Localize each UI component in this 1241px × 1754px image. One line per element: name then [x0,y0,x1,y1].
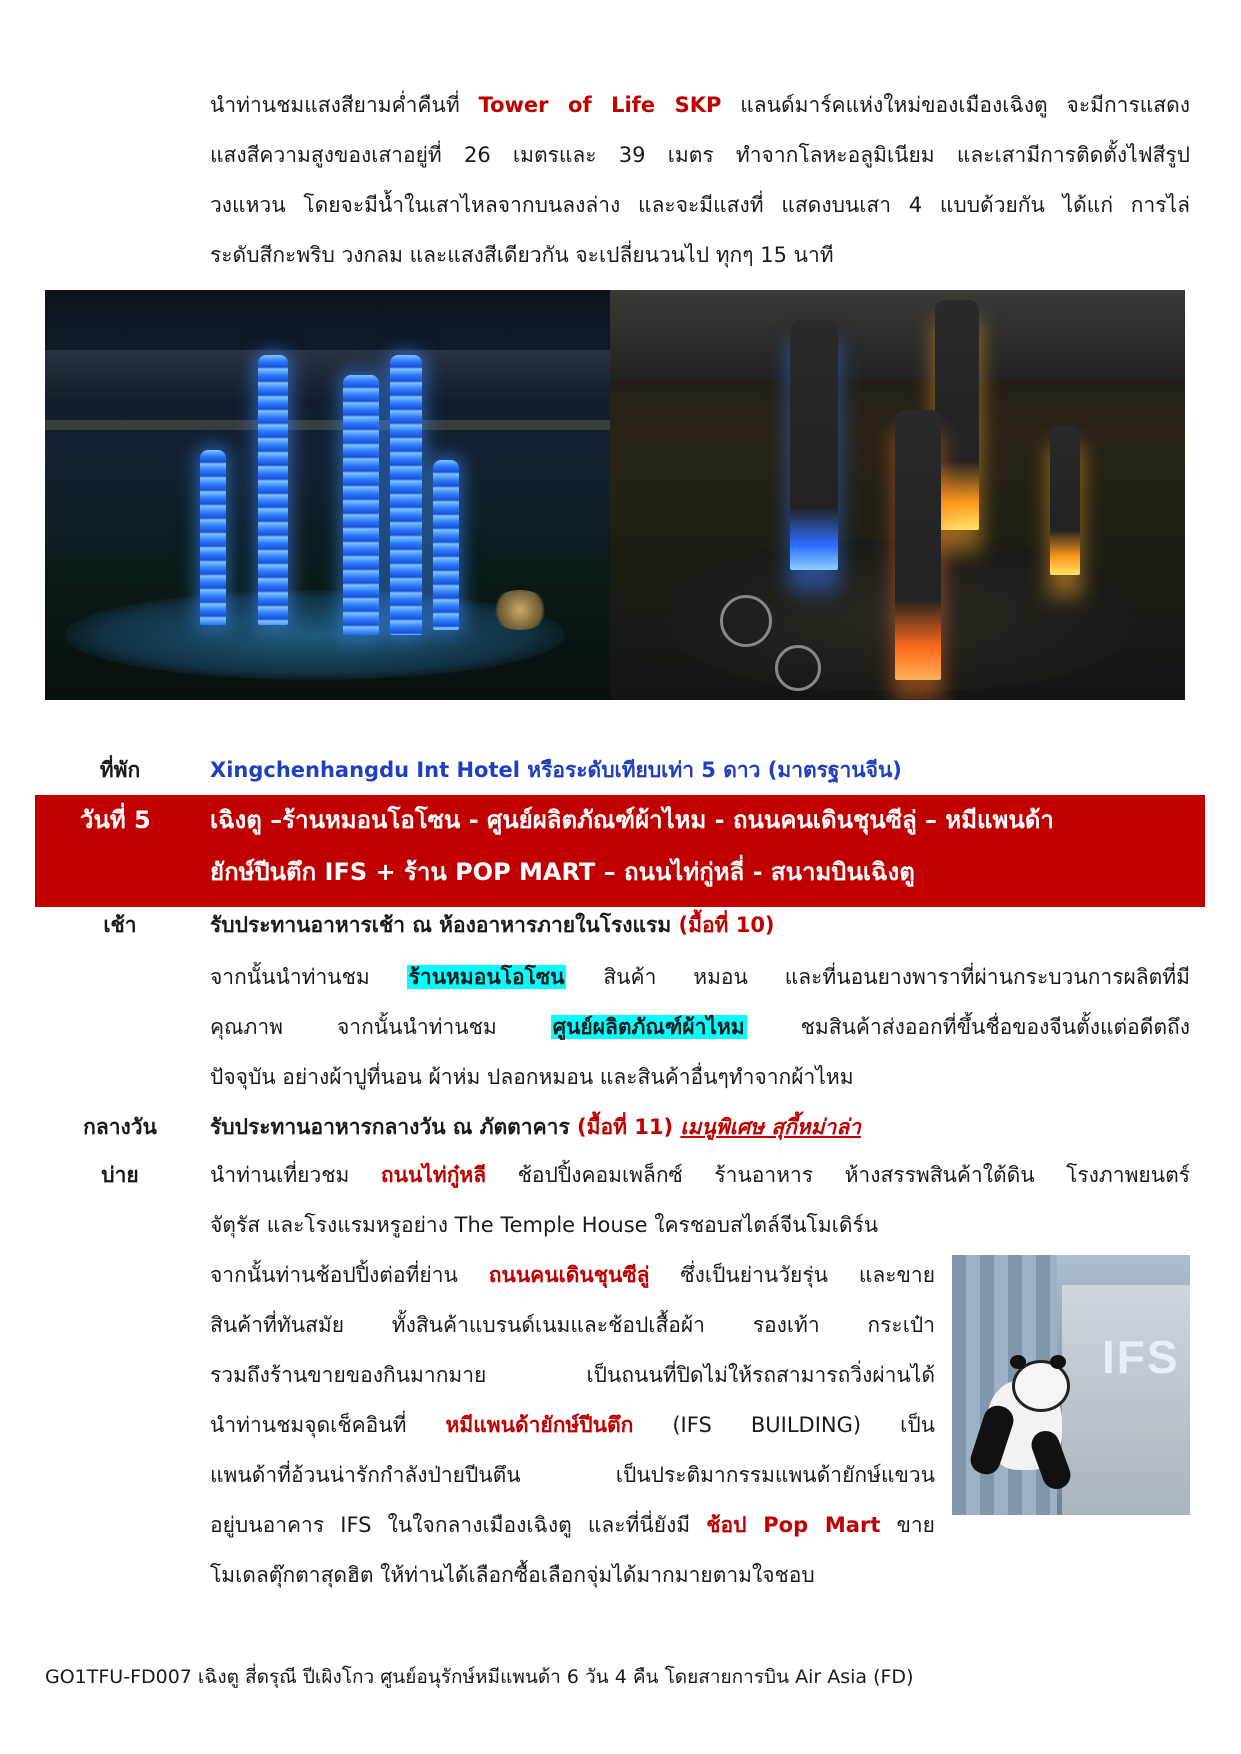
hotel-text: Xingchenhangdu Int Hotel หรือระดับเทียบเท่า 5 ดาว (มาตรฐานจีน) [210,758,902,782]
afternoon-text: นำท่านชมจุดเช็คอินที่ [210,1413,446,1437]
intro-text: นำท่านชมแสงสียามค่ำคืนที่ [210,93,479,117]
afternoon-text: นำท่านเที่ยวชม [210,1163,381,1187]
afternoon-text: ซึ่งเป็นย่านวัยรุ่น และขาย [649,1263,935,1287]
afternoon-label: บ่าย [101,1163,139,1187]
chunxi-line-1 [210,1260,935,1290]
panda-line-1 [210,1410,935,1440]
hotel-label: ที่พัก [99,758,141,782]
ifs-sign: IFS [1102,1331,1180,1383]
intro-line-1 [210,90,1190,120]
afternoon-text: จากนั้นท่านช้อปปิ้งต่อที่ย่าน [210,1263,489,1287]
breakfast-line [210,910,775,940]
tower-of-life-color-photo [610,290,1185,700]
afternoon-text: (IFS BUILDING) เป็น [633,1413,936,1437]
lunch-meal-number: (มื้อที่ 11) [577,1115,681,1139]
ifs-panda-photo [952,1255,1190,1515]
lunch-line [210,1112,861,1142]
morning-text: ชมสินค้าส่งออกที่ขึ้นชื่อของจีนตั้งแต่อดีตถึง [746,1015,1190,1039]
footer-tour-info: GO1TFU-FD007 เฉิงตู สี่ดรุณี ปีเผิงโกว ศูนย์อนุรักษ์หมีแพนด้า 6 วัน 4 คืน โดยสายการบิน Air Asia (FD) [45,1666,914,1688]
afternoon-text: อยู่บนอาคาร IFS ในใจกลางเมืองเฉิงตู และที่นี่ยังมี [210,1513,707,1537]
chunxi-line-2: สินค้าที่ทันสมัย ทั้งสินค้าแบรนด์เนมและช้อปเสื้อผ้า รองเท้า กระเป๋า [210,1313,935,1337]
panda-line-2: แพนด้าที่อ้วนน่ารักกำลังป่ายปีนตึน เป็นประติมากรรมแพนด้ายักษ์แขวน [210,1463,935,1487]
afternoon-line-2: จัตุรัส และโรงแรมหรูอย่าง The Temple House ใครชอบสไตล์จีนโมเดิร์น [210,1213,879,1237]
afternoon-text: ขาย [880,1513,935,1537]
tower-of-life-blue-photo [45,290,610,700]
day-route-line-1: เฉิงตู –ร้านหมอนโอโซน - ศูนย์ผลิตภัณฑ์ผ้าไหม - ถนนคนเดินชุนซีลู่ – หมีแพนด้า [210,806,1054,834]
morning-para-line-1 [210,962,1190,992]
day-route-line-2: ยักษ์ปีนตึก IFS + ร้าน POP MART – ถนนไท่กู่หลี่ - สนามบินเฉิงตู [210,858,915,886]
panda-line-3 [210,1510,935,1540]
pop-mart-name: ช้อป Pop Mart [706,1513,881,1537]
morning-text: คุณภาพ จากนั้นนำท่านชม [210,1015,551,1039]
giant-panda-name: หมีแพนด้ายักษ์ปีนตึก [445,1413,634,1437]
intro-line-2: แสงสีความสูงของเสาอยู่ที่ 26 เมตรและ 39 เมตร ทำจากโลหะอลูมิเนียม และเสามีการติดตั้งไฟสีรูป [210,143,1190,167]
taikoo-li-name: ถนนไท่กู๋หลี [380,1163,487,1187]
afternoon-text: ช้อปปิ้งคอมเพล็กซ์ ร้านอาหาร ห้างสรรพสินค้าใต้ดิน โรงภาพยนตร์ [486,1163,1190,1187]
morning-text: จากนั้นนำท่านชม [210,965,407,989]
chunxi-line-3: รวมถึงร้านขายของกินมากมาย เป็นถนนที่ปิดไม่ให้รถสามารถวิ่งผ่านได้ [210,1363,935,1387]
day-banner [35,795,1205,907]
tower-of-life-name: Tower of Life SKP [478,93,722,117]
intro-line-3: วงแหวน โดยจะมีน้ำในเสาไหลจากบนลงล่าง และจะมีแสงที่ แสดงบนเสา 4 แบบด้วยกัน ได้แก่ การไล่ [210,193,1190,217]
panda-line-4: โมเดลตุ๊กตาสุดฮิต ให้ท่านได้เลือกซื้อเลือกจุ่มได้มากมายตามใจชอบ [210,1563,815,1587]
lunch-special-menu: เมนูพิเศษ สุกี้หม่าล่า [680,1115,861,1139]
silk-product-center: ศูนย์ผลิตภัณฑ์ผ้าไหม [552,1015,745,1039]
intro-text: แลนด์มาร์คแห่งใหม่ของเมืองเฉิงตู จะมีการแสดง [721,93,1190,117]
chunxi-road-name: ถนนคนเดินชุนซีลู่ [488,1263,650,1287]
afternoon-line-1 [210,1160,1190,1190]
intro-line-4: ระดับสีกะพริบ วงกลม และแสงสีเดียวกัน จะเปลี่ยนวนไป ทุกๆ 15 นาที [210,243,834,267]
ozone-pillow-shop: ร้านหมอนโอโซน [408,965,565,989]
breakfast-meal-number: (มื้อที่ 10) [678,913,775,937]
lunch-text: รับประทานอาหารกลางวัน ณ ภัตตาคาร [210,1115,578,1139]
lunch-label: กลางวัน [83,1115,157,1139]
morning-text: สินค้า หมอน และที่นอนยางพาราที่ผ่านกระบวนการผลิตที่มี [566,965,1190,989]
morning-para-line-2 [210,1012,1190,1042]
morning-label: เช้า [103,913,137,937]
morning-para-line-3: ปัจจุบัน อย่างผ้าปูที่นอน ผ้าห่ม ปลอกหมอน และสินค้าอื่นๆทำจากผ้าไหม [210,1065,854,1089]
day-label: วันที่ 5 [80,806,151,834]
breakfast-text: รับประทานอาหารเช้า ณ ห้องอาหารภายในโรงแรม [210,913,679,937]
